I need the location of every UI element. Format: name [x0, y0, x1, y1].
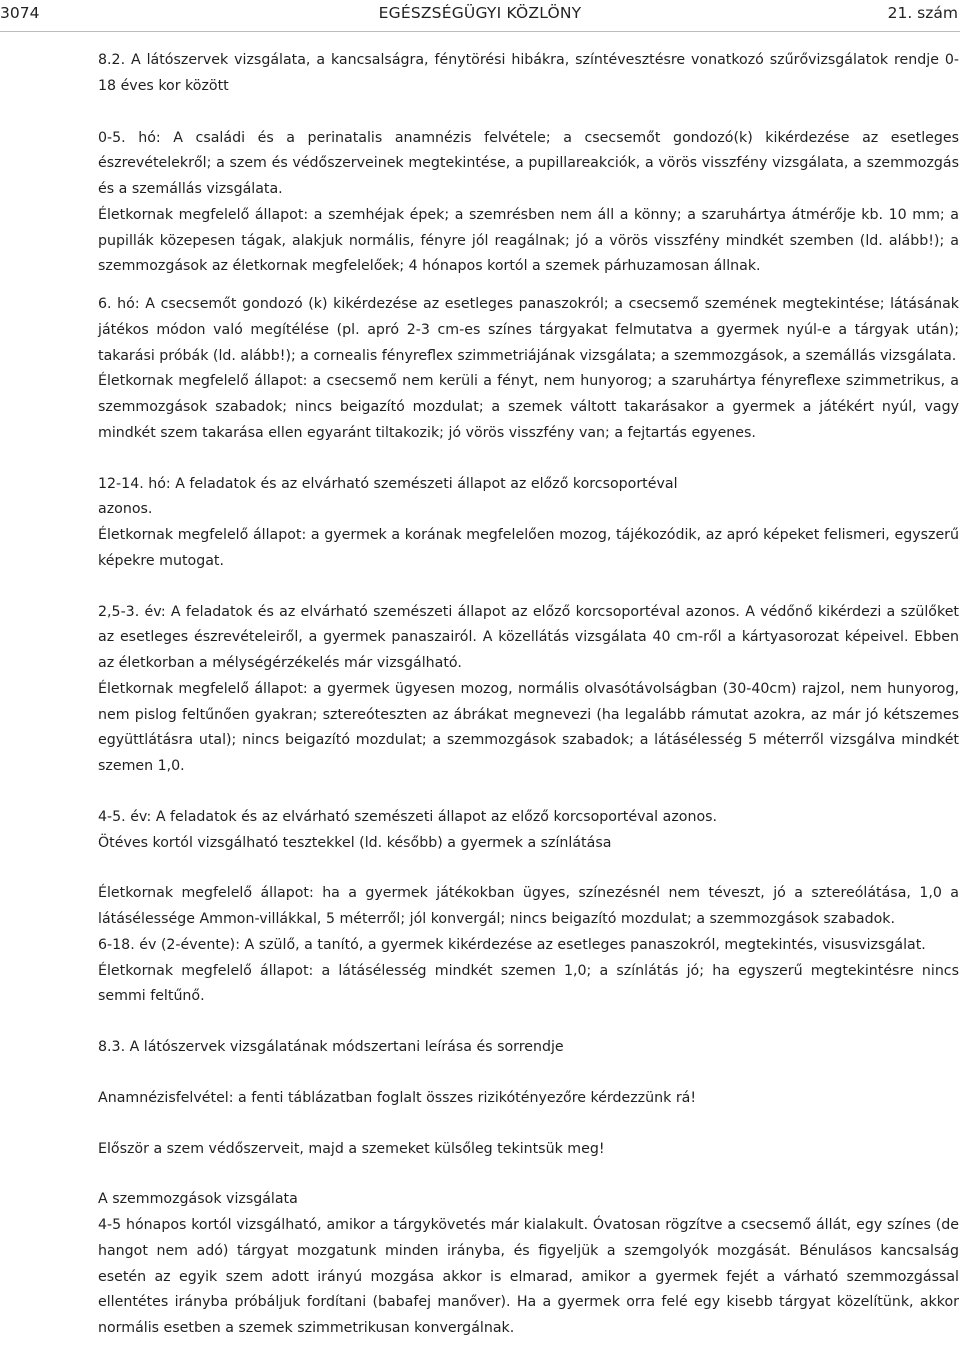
paragraph: Életkornak megfelelő állapot: a csecsemő nem kerüli a fényt, nem hunyorog; a szaruhártya fényreflexe szimmetrikus, a szemmozgások szabadok; nincs beigazító mozdulat; a szemek váltott takarásakor a gyermek a játékért nyúl, vagy mindkét szem takarása ellen egyaránt tiltakozik; jó vörös visszfény van; a fejtartás egyenes. — [98, 373, 959, 441]
paragraph: 8.3. A látószervek vizsgálatának módszertani leírása és sorrendje — [98, 1039, 564, 1055]
paragraph: 4-5 hónapos kortól vizsgálható, amikor a tárgykövetés már kialakult. Óvatosan rögzítve a csecsemő állát, egy színes (de hangot nem adó) tárgyat mozgatunk minden irányba, és figyeljük a szemgolyók mozgását. Bénulásos kancsalság esetén az egyik szem adott irányú mozgása akkor is elmarad, amikor a gyermek fejét a várható szemmozgással ellentétes irányba próbáljuk fordítani (babafej manőver). Ha a gyermek orra felé egy kisebb tárgyat közelítünk, akkor normális esetben a szemek szimmetrikusan konvergálnak. — [98, 1217, 959, 1336]
paragraph: 8.2. A látószervek vizsgálata, a kancsalságra, fénytörési hibákra, színtévesztésre vonatkozó szűrővizsgálatok rendje 0-18 éves kor között — [98, 52, 959, 94]
paragraph: 6-18. év (2-évente): A szülő, a tanító, a gyermek kikérdezése az esetleges panaszokról, megtekintés, visusvizsgálat. — [98, 936, 926, 953]
document-body — [98, 48, 959, 1342]
paragraph: Anamnézisfelvétel: a fenti táblázatban foglalt összes rizikótényezőre kérdezzünk rá! — [98, 1089, 697, 1106]
paragraph: Először a szem védőszerveit, majd a szemeket külsőleg tekintsük meg! — [98, 1140, 605, 1157]
paragraph: 6. hó: A csecsemőt gondozó (k) kikérdezése az esetleges panaszokról; a csecsemő szemének megtekintése; látásának játékos módon való megítélése (pl. apró 2-3 cm-es színes tárgyakat felmutatva a gyermek nyúl-e a tárgyak után); takarási próbák (ld. alább!); a cornealis fényreflex szimmetriájának vizsgálata; a szemmozgások, a szemállás vizsgálata. — [98, 296, 959, 364]
paragraph: Életkornak megfelelő állapot: a látásélesség mindkét szemen 1,0; a színlátás jó; ha egyszerű megtekintésre nincs semmi feltűnő. — [98, 962, 959, 1005]
paragraph: Életkornak megfelelő állapot: ha a gyermek játékokban ügyes, színezésnél nem téveszt, jó a sztereólátása, 1,0 a látásélessége Ammon-villákkal, 5 méterről; jól konvergál; nincs beigazító mozdulat; a szemmozgások szabadok. — [98, 885, 959, 927]
page-header — [0, 4, 960, 26]
paragraph: Életkornak megfelelő állapot: a gyermek a korának megfelelően mozog, tájékozódik, az apró képeket felismeri, egyszerű képekre mutogat. — [98, 527, 959, 569]
journal-title: EGÉSZSÉGÜGYI KÖZLÖNY — [378, 4, 582, 22]
header-rule — [0, 31, 960, 32]
paragraph: Életkornak megfelelő állapot: a szemhéjak épek; a szemrésben nem áll a könny; a szaruhártya átmérője kb. 10 mm; a pupillák közepesen tágak, alakjuk normális, fényre jól reagálnak; jó a vörös visszfény mindkét szemben (ld. alább!); a szemmozgások az életkornak megfelelőek; 4 hónapos kortól a szemek párhuzamosan állnak. — [98, 206, 959, 275]
paragraph: Ötéves kortól vizsgálható tesztekkel (ld. később) a gyermek a színlátása — [98, 834, 612, 851]
paragraph: azonos. — [98, 501, 153, 518]
issue-number: 21. szám — [887, 4, 958, 22]
paragraph: 12-14. hó: A feladatok és az elvárható szemészeti állapot az előző korcsoportéval — [98, 475, 678, 492]
paragraph: A szemmozgások vizsgálata — [98, 1191, 298, 1208]
paragraph: 0-5. hó: A családi és a perinatalis anamnézis felvétele; a csecsemőt gondozó(k) kikérdezése az esetleges észrevételekről; a szem és védőszerveinek megtekintése, a pupillareakciók, a vörös visszfény vizsgálata, a szemmozgás és a szemállás vizsgálata. — [98, 129, 959, 197]
paragraph: 2,5-3. év: A feladatok és az elvárható szemészeti állapot az előző korcsoportéval azonos. A védőnő kikérdezi a szülőket az esetleges észrevételeiről, a gyermek panaszairól. A közellátás vizsgálata 40 cm-ről a kártyasorozat képeivel. Ebben az életkorban a mélységérzékelés már vizsgálható. — [98, 603, 959, 671]
paragraph: Életkornak megfelelő állapot: a gyermek ügyesen mozog, normális olvasótávolságban (30-40cm) rajzol, nem hunyorog, nem pislog feltűnően gyakran; sztereóteszten az ábrákat megnevezi (ha legalább rámutat azokra, az már jó kétszemes együttlátásra utal); nincs beigazító mozdulat; a szemmozgások szabadok; a látásélesség 5 méterről vizsgálva mindkét szemen 1,0. — [98, 680, 959, 774]
paragraph: 4-5. év: A feladatok és az elvárható szemészeti állapot az előző korcsoportéval azonos. — [98, 808, 718, 825]
page-number: 3074 — [0, 4, 40, 22]
